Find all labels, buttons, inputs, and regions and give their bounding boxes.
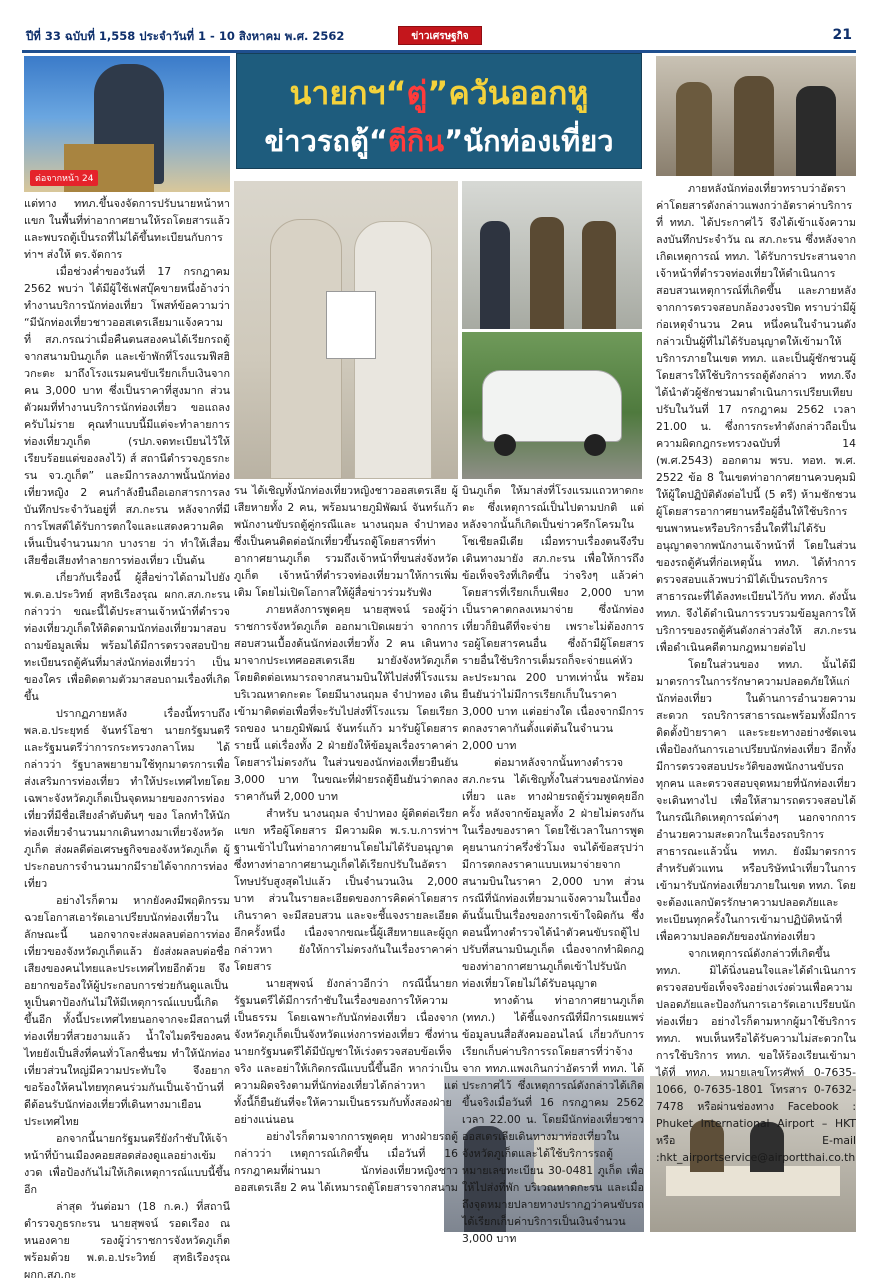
van-wheel — [494, 434, 516, 456]
paragraph: ล่าสุด วันต่อมา (18 ก.ค.) ที่สถานีตำรวจภูธรกะรน นายสุพจน์ รอดเรือง ณ หนองคาย รองผู้ว่าราชการจังหวัดภูเก็ต พร้อมด้วย พ.ต.อ.ประวิทย์ สุทธิเรืองรุณ ผกก.สภ.กะ — [24, 1200, 230, 1281]
paragraph: สำหรับ นางนฤมล จำปาทอง ผู้ติดต่อเรียกแขก หรือผู้โดยสาร มีความผิด พ.ร.บ.การท่าฯ ฐานเข้าไปในท่าอากาศยานโดยไม่ได้รับอนุญาต ซึ่งทางท่าอากาศยานภูเก็ตได้เรียกปรับในอัตราโทษปรับสูงสุดไปแล้ว เป็นจำนวนเงิน 2,000 บาท ส่วนในรายละเอียดของการคิดค่าโดยสารเกินราคา จะมีสอบสวน และจะชี้แจงรายละเอียดอีกครั้งหนึ่ง เนื่องจากขณะนี้ผู้เสียหายและผู้ถูกกล่าวหา ยังให้การไม่ตรงกันในเรื่องราคาค่าโดยสาร — [234, 807, 458, 973]
paragraph: อย่างไรก็ตามจากการพูดคุย ทางฝ่ายรถตู้ กล่าวว่า เหตุการณ์เกิดขึ้น เมื่อวันที่ 16 กรกฎาคมที่ผ่านมา นักท่องเที่ยวหญิงชาวออสเตรเลีย 2 คน ได้เหมารถตู้โดยสารจากสนาม — [234, 1130, 458, 1194]
paragraph: เกี่ยวกับเรื่องนี้ ผู้สื่อข่าวได้ถามไปยัง พ.ต.อ.ประวิทย์ สุทธิเรืองรุณ ผกก.สภ.กะรน กล่าวว่า ขณะนี้ได้ประสานเจ้าหน้าที่ตำรวจท่องเที่ยวภูเก็ตให้ติดตามนักท่องเที่ยวมาสอบถามข้อมูลเพิ่ม พร้อมได้มีการตรวจสอบป้ายทะเบียนรถตู้คันที่มาส่งนักท่องเที่ยวว่า เป็นของใคร เพื่อติดตามตัวมาสอบถามเรื่องที่เกิดขึ้น — [24, 571, 230, 703]
paragraph: ทางด้าน ท่าอากาศยานภูเก็ต (ททภ.) ได้ชี้แจงกรณีที่มีการเผยแพร่ข้อมูลบนสื่อสังคมออนไลน์ เกี่ยวกับการเรียกเก็บค่าบริการรถโดยสารที่ว่าจ้าง จาก ททภ.แพงเกินกว่าอัตราที่ ททภ. ได้ประกาศไว้ ซึ่งเหตุการณ์ดังกล่าวได้เกิดขึ้นจริงเมื่อวันที่ 16 กรกฎาคม 2562 เวลา 22.00 น. โดยมีนักท่องเที่ยวชาวออสเตรเลียเดินทางมาท่องเที่ยวในจังหวัดภูเก็ตและได้ใช้บริการรถตู้หมายเลขทะเบียน 30-0481 ภูเก็ต เพื่อให้ไปส่งที่พัก บริเวณหาดกะรน และเมื่อถึงจุดหมายปลายทางปรากฏว่าคนขับรถได้เรียกเก็บค่าบริการเป็นเงินจำนวน 3,000 บาท — [462, 994, 644, 1245]
van-wheel — [584, 434, 606, 456]
officer-figure — [734, 76, 774, 176]
paragraph: โดยในส่วนของ ททภ. นั้นได้มีมาตรการในการรักษาความปลอดภัยให้แก่นักท่องเที่ยว ในด้านการอำนวยความสะดวก รถบริการสาธารณะพร้อมทั้งมีการติดตั้งป้ายราคา และระยะทางอย่างชัดเจนเพื่อป้องกันการเอาเปรียบนักท่องเที่ยว อีกทั้งมีการตรวจสอบประวัติของพนักงานขับรถทุกคน และตรวจสอบจุดหมายที่นักท่องเที่ยวจะเดินทางไป เพื่อให้สามารถตรวจสอบได้ในกรณีเกิดเหตุการณ์ต่างๆ นอกจากการอำนวยความสะดวกในเรื่องรถบริการสาธารณะแล้วนั้น ททภ. ยังมีมาตรการสำหรับตัวแทน หรือบริษัทนำเที่ยวในการเข้ามารับนักท่องเที่ยวภายในเขต ททภ. โดยจะต้องแลกบัตรรักษาความปลอดภัยและทะเบียนทุกครั้งในการเข้ามาปฏิบัติหน้าที่ เพื่อความปลอดภัยของนักท่องเที่ยว — [656, 658, 856, 943]
headline-line-2 — [237, 118, 641, 164]
continued-from-label: ต่อจากหน้า 24 — [30, 170, 98, 186]
article-column-2 — [234, 482, 458, 1235]
paragraph: อย่างไรก็ตาม หากยังคงมีพฤติกรรมฉวยโอกาสเอารัดเอาเปรียบนักท่องเที่ยวในลักษณะนี้ นอกจากจะส่งผลลบต่อการท่องเที่ยวของจังหวัดภูเก็ตแล้ว ยังส่งผลลบต่อชื่อเสียงของคนไทยและประเทศไทยอีกด้วย จึงอยากขอร้องให้ผู้ประกอบการช่วยกันดูแลเป็นหูเป็นตาป้องกันไม่ให้มีเหตุการณ์แบบนี้เกิดขึ้นอีก ทั้งนี้ประเทศไทยนอกจากจะมีสถานที่ท่องเที่ยวที่สวยงามแล้ว น้ำใจไมตรีของคนไทยยังเป็นสิ่งที่คนทั่วโลกชื่นชม ทำให้นักท่องเที่ยวส่วนใหญ่มีความประทับใจ จึงอยากขอร้องให้คนไทยทุกคนร่วมกันเป็นเจ้าบ้านที่ดีต้อนรับนักท่องเที่ยวที่เดินทางมาเยือนประเทศไทย — [24, 894, 230, 1128]
paragraph: รน ได้เชิญทั้งนักท่องเที่ยวหญิงชาวออสเตรเลีย ผู้เสียหายทั้ง 2 คน, พร้อมนายภูมิพัฒน์ จันทร์แก้ว พนักงานขับรถตู้คู่กรณีและ นางนฤมล จำปาทอง ซึ่งเป็นคนติดต่อนักเที่ยวขึ้นรถตู้โดยสารที่ท่าอากาศยานภูเก็ต รวมถึงเจ้าหน้าที่ขนส่งจังหวัดภูเก็ต เจ้าหน้าที่ตำรวจท่องเที่ยวมาให้การเพิ่มเติม โดยไม่เปิดโอกาสให้ผู้สื่อข่าวร่วมรับฟัง — [234, 484, 458, 599]
issue-info: ปีที่ 33 ฉบับที่ 1,558 ประจำวันที่ 1 - 10 สิงหาคม พ.ศ. 2562 — [26, 29, 345, 43]
article-column-3 — [462, 482, 644, 1245]
headline-line-1 — [237, 68, 641, 119]
article-column-4 — [656, 180, 856, 1164]
paragraph: ภายหลังนักท่องเที่ยวทราบว่าอัตราค่าโดยสารดังกล่าวแพงกว่าอัตราค่าบริการที่ ททภ. ได้ประกาศไว้ จึงได้เข้าแจ้งความลงบันทึกประจำวัน ณ สภ.กะรน ซึ่งหลังจากเกิดเหตุการณ์ ททภ. ได้รับการประสานจากเจ้าหน้าที่ตำรวจท่องเที่ยวให้ดำเนินการสอบสวนเหตุการณ์ที่เกิดขึ้น และภายหลังจากการตรวจสอบกล้องวงจรปิด ทราบว่ามีผู้ก่อเหตุจำนวน 2คน หนึ่งคนในจำนวนดังกล่าวเป็นผู้ที่ไม่ได้รับอนุญาตให้เข้ามาให้บริการภายในเขต ททภ. และเป็นผู้ชักชวนผู้โดยสารให้ใช้บริการรถตู้ดังกล่าว ททภ.จึงได้นำตัวผู้ชักชวนมาดำเนินการเปรียบเทียบปรับในวันที่ 17 กรกฎาคม 2562 เวลา 21.00 น. ซึ่งการกระทำดังกล่าวถือเป็นความผิดกฎกระทรวงฉบับที่ 14 (พ.ศ.2543) ออกตาม พรบ. ทอท. พ.ศ. 2522 ข้อ 8 ในเขตท่าอากาศยานควบคุมมิให้ผู้ใดปฏิบัติดังต่อไปนี้ (5 ตรี) ห้ามชักชวนผู้โดยสารอากาศยานหรือผู้อื่นให้ใช้บริการขนพาหนะหรือบริการอื่นใดที่ไม่ได้รับอนุญาตจากพนักงานเจ้าหน้าที่ โดยในส่วนของรถตู้คันที่ก่อเหตุนั้น ททภ. ได้ทำการตรวจสอบแล้วพบว่ามิได้เป็นรถบริการสาธารณะที่ได้ลงทะเบียนไว้กับ ททภ. ดังนั้น ททภ. จึงได้ดำเนินการรวบรวมข้อมูลการให้บริการของรถตู้คันดังกล่าวส่งให้ สภ.กะรน เพื่อดำเนินคดีตามกฎหมายต่อไป — [656, 182, 856, 654]
officer-figure — [530, 217, 564, 329]
paragraph: บินภูเก็ต ให้มาส่งที่โรงแรมแถวหาดกะตะ ซึ่งเหตุการณ์เป็นไปตามปกติ แต่หลังจากนั้นก็เกิดเป็นข่าวครึกโครมในโซเชียลมีเดีย เมื่อทราบเรื่องตนจึงรีบเดินทางมายัง สภ.กะรน เพื่อให้การถึงข้อเท็จจริงที่เกิดขึ้น ว่าจริงๆ แล้วค่าโดยสารที่เรียกเก็บเพียง 2,000 บาท เป็นราคาตกลงเหมาจ่าย ซึ่งนักท่องเที่ยวก็ยินดีที่จะจ่าย เพราะไม่ต้องการรอผู้โดยสารคนอื่น ซึ่งถ้ามีผู้โดยสารรายอื่นใช้บริการเต็มรถก็จะจ่ายแค่หัวละประมาณ 200 บาทเท่านั้น พร้อมยืนยันว่าไม่มีการเรียกเก็บในราคา 3,000 บาท แต่อย่างใด เนื่องจากมีการตกลงราคากันตั้งแต่ต้นในจำนวน 2,000 บาท — [462, 484, 644, 752]
photo-van — [462, 332, 642, 479]
van-body — [482, 370, 622, 442]
headline-1-highlight: ตู่ — [406, 74, 428, 112]
photo-police-officers — [656, 56, 856, 176]
newspaper-logo: ข่าวเศรษฐกิจ — [398, 26, 482, 45]
photo-tourists — [234, 181, 458, 479]
paragraph: ต่อมาหลังจากนั้นทางตำรวจ สภ.กะรน ได้เชิญทั้งในส่วนของนักท่องเที่ยว และ ทางฝ่ายรถตู้ร่วมพูดคุยอีกครั้ง หลังจากข้อมูลทั้ง 2 ฝ่ายไม่ตรงกันในเรื่องของราคา โดยใช้เวลาในการพูดคุยนานกว่าครึ่งชั่วโมง จนได้ข้อสรุปว่า มีการตกลงราคาแบบเหมาจ่ายจากสนามบินในราคา 2,000 บาท ส่วนกรณีที่นักท่องเที่ยวมาแจ้งความในเบื้องต้นนั้นเป็นเรื่องของการเข้าใจผิดกัน ซึ่งตอนนี้ทางตำรวจได้นำตัวคนขับรถตู้ไปปรับที่สนามบินภูเก็ต เนื่องจากทำผิดกฎของท่าอากาศยานภูเก็ตเข้าไปรับนักท่องเที่ยวโดยไม่ได้รับอนุญาต — [462, 756, 644, 990]
headline-1-part-a: นายกฯ“ — [289, 74, 407, 112]
officer-figure — [796, 86, 836, 176]
paragraph: ภายหลังการพูดคุย นายสุพจน์ รองผู้ว่าราชการจังหวัดภูเก็ต ออกมาเปิดเผยว่า จากการสอบสวนเบื้องต้นนักท่องเที่ยวทั้ง 2 คน เดินทางมาจากประเทศออสเตรเลีย มายังจังหวัดภูเก็ต โดยติดต่อเหมารถจากสนามบินให้ไปส่งที่โรงแรมบริเวณหาดกะตะ โดยมีนางนฤมล จำปาทอง เดินเข้ามาติดต่อเพื่อที่จะรับไปส่งที่โรงแรม โดยเรียกรถของ นายภูมิพัฒน์ จันทร์แก้ว มารับผู้โดยสารรายนี้ แต่เรื่องทั้ง 2 ฝ่ายยังให้ข้อมูลเรื่องราคาค่าโดยสารไม่ตรงกัน ในส่วนของนักท่องเที่ยวยืนยัน 3,000 บาท ในขณะที่ฝ่ายรถตู้ยืนยันว่าตกลงราคากันที่ 2,000 บาท — [234, 603, 458, 803]
report-document — [326, 291, 376, 359]
person-figure — [480, 221, 510, 329]
headline-box — [236, 53, 642, 169]
page-header — [22, 26, 856, 48]
paragraph: แต่ทาง ททภ.ขึ้นจงจัดการปรับนายหน้าหาแขก ในพื้นที่ท่าอากาศยานให้รถโดยสารแล้ว และพบรถตู้เป็นรถที่ไม่ได้ขึ้นทะเบียนกับการท่าฯ ส่งให้ ตร.จัดการ — [24, 197, 230, 261]
paragraph: จากเหตุการณ์ดังกล่าวที่เกิดขึ้น ททภ. มิได้นิ่งนอนใจและได้ดำเนินการตรวจสอบข้อเท็จจริงอย่างเร่งด่วนเพื่อความปลอดภัยและป้องกันการเอารัดเอาเปรียบนักท่องเที่ยว อย่างไรก็ตามหากผู้มาใช้บริการ ททภ. พบเห็นหรือได้รับความไม่สะดวกในการใช้บริการ ททภ. ขอให้ร้องเรียนเข้ามาได้ที่ ททภ. หมายเลขโทรศัพท์ 0-7635-1066, 0-7635-1801 โทรสาร 0-7632-7478 หรือผ่านช่องทาง Facebook : Phuket International Airport – HKT หรือ E-mail :hkt_airportservice@airportthai.co.th — [656, 947, 856, 1164]
article-column-1 — [24, 195, 230, 1281]
headline-1-part-c: ”ควันออกหู — [427, 74, 589, 112]
officer-figure — [582, 221, 616, 329]
officer-figure — [676, 82, 712, 176]
headline-2-highlight: ตีกิน — [387, 124, 445, 158]
photo-police-station — [462, 181, 642, 329]
paragraph: อกจากนี้นายกรัฐมนตรียังกำชับให้เจ้าหน้าที่บ้านเมืองคอยสอดส่องดูแลอย่างเข้มงวด เพื่อป้องกันไม่ให้เกิดเหตุการณ์แบบนี้ขึ้นอีก — [24, 1132, 230, 1196]
headline-2-part-c: ”นักท่องเที่ยว — [444, 124, 614, 158]
paragraph: เมื่อช่วงค่ำของวันที่ 17 กรกฎาคม 2562 พบว่า ได้มีผู้ใช้เฟสบุ๊คขายหนึ่งอ้างว่า ทำงานบริการนักท่องเที่ยว โพสท์ข้อความว่า “มีนักท่องเที่ยวชาวออสเตรเลียมาแจ้งความที่ สภ.กรณว่าเมื่อคืนตนสองคนได้เรียกรถตู้จากสนามบินภูเก็ต และเข้าพักที่โรงแรมฟีสฮิวกะตะ มาถึงโรงแรมคนขับเรียกเก็บเงินจากคน 3,000 บาท ซึ่งเป็นราคาที่สูงมาก ส่วนตัวผมที่ทำงานบริการนักท่องเที่ยว ขอแถลงครับไม่ราย คุณทำแบบนี้มีแต่จะทำลายการท่องเที่ยวภูเก็ต (รปภ.จดทะเบียนไว้ให้เรียบร้อยแต่ของลงไว้) ส์ สถานีตำรวจภูธรกะรน จว.ภูเก็ต” และมีการลงภาพนั้นนักท่องเที่ยวหญิง 2 คนกำลังยืนถือเอกสารการลงบันทึกประจำวันอยู่ที่ สภ.กะรน หลังจากที่มีการโพสต์ได้รับการตกใจและแสดงความคิดเห็นเป็นจำนวนมาก บางราย ว่า ทำให้เสื่อมเสียชื่อเสียงทำลายการท่องเที่ยว เป็นต้น — [24, 265, 230, 567]
headline-2-part-a: ข่าวรถตู้“ — [264, 124, 388, 158]
page-number: 21 — [832, 27, 852, 43]
photo-prime-minister — [24, 56, 230, 192]
paragraph: ปรากฏภายหลัง เรื่องนี้ทราบถึง พล.อ.ประยุทธ์ จันทร์โอชา นายกรัฐมนตรีและรัฐมนตรีว่าการกระทรวงกลาโหม ได้กล่าวว่า รัฐบาลพยายามใช้ทุกมาตรการเพื่อส่งเสริมการท่องเที่ยว ทำให้ประเทศไทยโดยเฉพาะจังหวัดภูเก็ตเป็นจุดหมายของการท่องเที่ยวที่มีชื่อเสียงลำดับต้นๆ ของ โลกทำให้นักท่องเที่ยวจำนวนมากเดินทางมาเที่ยวจังหวัดภูเก็ต ส่งผลดีต่อเศรษฐกิจของจังหวัดภูเก็ต ผู้ประกอบการจำนวนมากมีรายได้จากการท่องเที่ยว — [24, 707, 230, 890]
paragraph: นายสุพจน์ ยังกล่าวอีกว่า กรณีนี้นายกรัฐมนตรีได้มีการกำชับในเรื่องของการให้ความเป็นธรรม โดยเฉพาะกับนักท่องเที่ยว เนื่องจากจังหวัดภูเก็ตเป็นจังหวัดแห่งการท่องเที่ยว ซึ่งท่านนายกรัฐมนตรีได้มีบัญชาให้เร่งตรวจสอบข้อเท็จจริง และอย่าให้เกิดกรณีแบบนี้ขึ้นอีก หากว่าเป็นความผิดจริงตามที่นักท่องเที่ยวได้กล่าวหา แต่ทั้งนี้ก็ยืนยันที่จะให้ความเป็นธรรมกับทั้งสองฝ่ายอย่างแน่นอน — [234, 977, 458, 1126]
